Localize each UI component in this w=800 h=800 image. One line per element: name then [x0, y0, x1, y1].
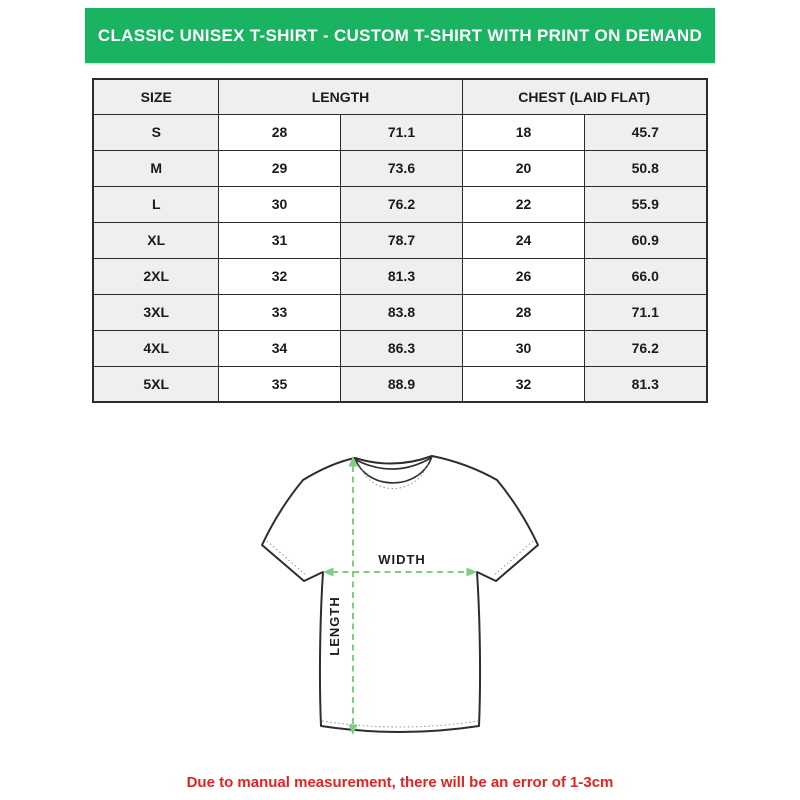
cell-chest-inches: 32 [462, 366, 584, 402]
cell-chest-inches: 26 [462, 258, 584, 294]
size-row-l [93, 186, 706, 222]
cell-size-label: M [93, 150, 218, 186]
cell-chest-inches: 18 [462, 114, 584, 150]
cell-chest-cm: 50.8 [584, 150, 706, 186]
table-header-row [93, 79, 706, 114]
cell-length-cm: 86.3 [340, 330, 462, 366]
product-title-banner [85, 8, 715, 63]
cell-length-inches: 35 [218, 366, 340, 402]
tshirt-diagram-svg [255, 447, 545, 747]
cell-chest-inches: 20 [462, 150, 584, 186]
cell-length-inches: 34 [218, 330, 340, 366]
size-row-xl [93, 222, 706, 258]
cell-size-label: 4XL [93, 330, 218, 366]
cell-length-inches: 32 [218, 258, 340, 294]
cell-chest-cm: 71.1 [584, 294, 706, 330]
column-header-length: LENGTH [218, 79, 462, 114]
size-row-5xl [93, 366, 706, 402]
cell-chest-cm: 60.9 [584, 222, 706, 258]
tshirt-outline [262, 456, 538, 732]
measurement-error-note: Due to manual measurement, there will be an error of 1-3cm [186, 774, 614, 791]
cell-size-label: XL [93, 222, 218, 258]
cell-length-cm: 78.7 [340, 222, 462, 258]
cell-size-label: 5XL [93, 366, 218, 402]
cell-length-inches: 28 [218, 114, 340, 150]
size-row-4xl [93, 330, 706, 366]
size-chart-table [92, 78, 707, 403]
cell-length-cm: 73.6 [340, 150, 462, 186]
cell-chest-cm: 66.0 [584, 258, 706, 294]
size-chart-page [0, 8, 800, 800]
cell-length-cm: 71.1 [340, 114, 462, 150]
cell-chest-inches: 28 [462, 294, 584, 330]
cell-length-inches: 31 [218, 222, 340, 258]
cell-chest-cm: 45.7 [584, 114, 706, 150]
cell-chest-cm: 55.9 [584, 186, 706, 222]
cell-size-label: 3XL [93, 294, 218, 330]
size-row-m [93, 150, 706, 186]
cell-length-inches: 30 [218, 186, 340, 222]
cell-length-cm: 76.2 [340, 186, 462, 222]
length-dimension-label: LENGTH [327, 596, 342, 656]
cell-length-cm: 88.9 [340, 366, 462, 402]
cell-length-cm: 81.3 [340, 258, 462, 294]
width-dimension-label: WIDTH [378, 552, 426, 567]
size-row-3xl [93, 294, 706, 330]
cell-chest-inches: 24 [462, 222, 584, 258]
cell-chest-inches: 30 [462, 330, 584, 366]
cell-size-label: 2XL [93, 258, 218, 294]
cell-size-label: L [93, 186, 218, 222]
cell-size-label: S [93, 114, 218, 150]
cell-chest-cm: 81.3 [584, 366, 706, 402]
size-row-s [93, 114, 706, 150]
cell-length-cm: 83.8 [340, 294, 462, 330]
column-header-size: SIZE [93, 79, 218, 114]
cell-chest-cm: 76.2 [584, 330, 706, 366]
cell-length-inches: 29 [218, 150, 340, 186]
size-row-2xl [93, 258, 706, 294]
cell-length-inches: 33 [218, 294, 340, 330]
tshirt-measurement-diagram [255, 447, 545, 752]
cell-chest-inches: 22 [462, 186, 584, 222]
column-header-chest: CHEST (LAID FLAT) [462, 79, 706, 114]
product-title: CLASSIC UNISEX T-SHIRT - CUSTOM T-SHIRT WITH PRINT ON DEMAND [97, 25, 703, 45]
